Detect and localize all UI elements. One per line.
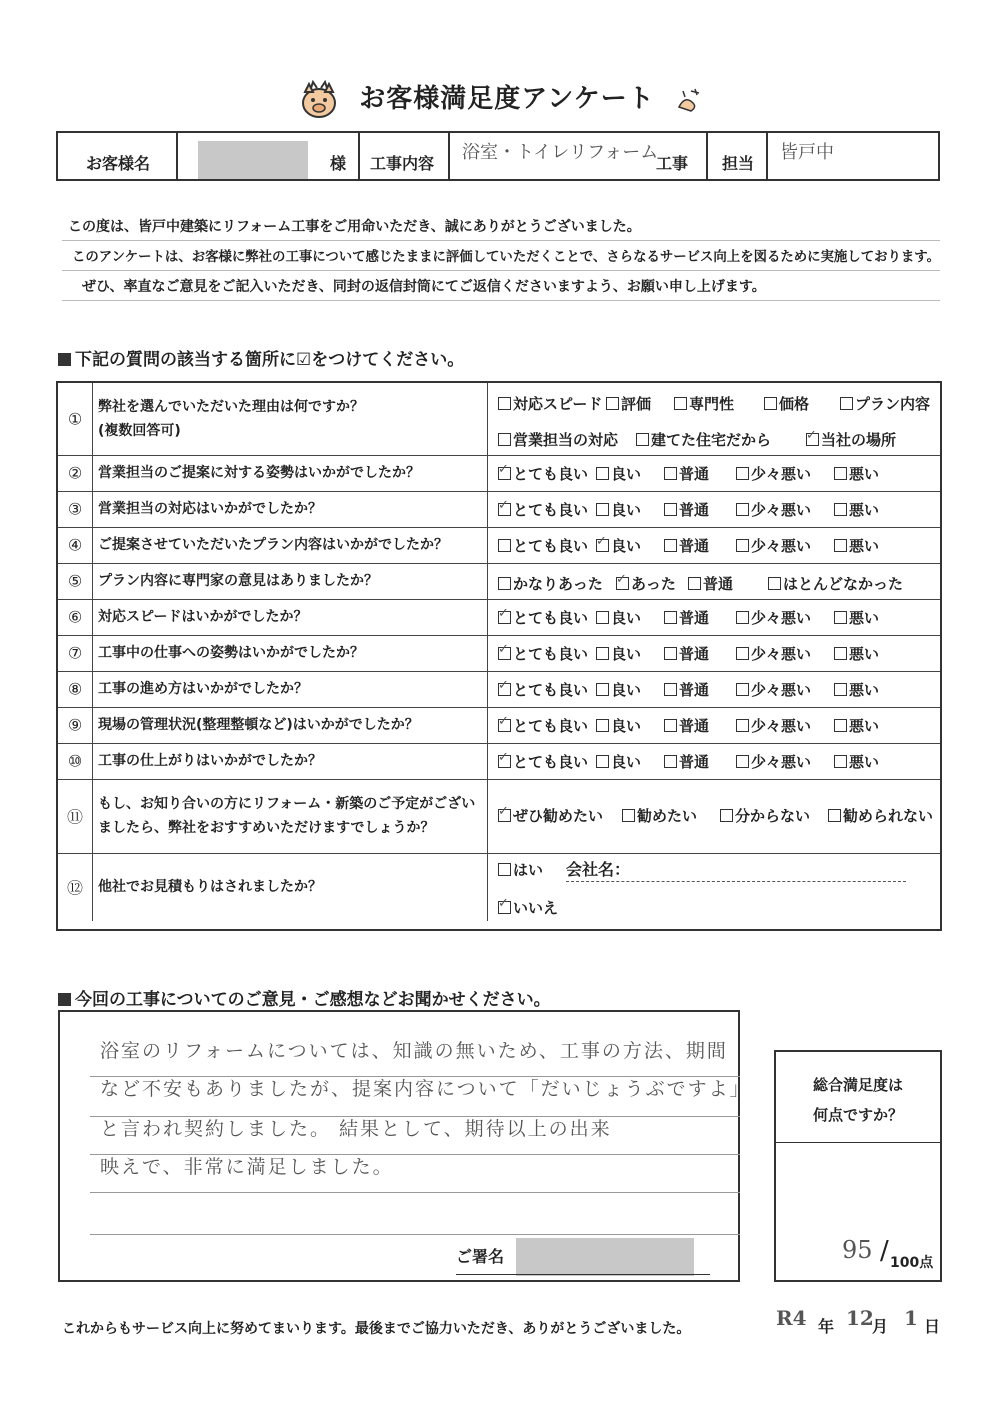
- answer-option-label: はとんどなかった: [783, 575, 904, 593]
- answer-option-label: かなりあった: [513, 575, 603, 593]
- answer-option[interactable]: [736, 607, 811, 628]
- question-number: ⑫: [58, 853, 93, 921]
- answer-option[interactable]: [498, 897, 558, 918]
- answer-option-label: 普通: [679, 537, 710, 555]
- checkbox-icon[interactable]: [834, 503, 847, 516]
- work-label: 工事内容: [370, 154, 435, 173]
- score-label-2: 何点ですか？: [812, 1106, 903, 1124]
- answer-option[interactable]: [498, 463, 588, 484]
- answer-option[interactable]: [664, 643, 709, 664]
- checkbox-checked-icon[interactable]: [806, 433, 819, 446]
- checkbox-checked-icon[interactable]: [498, 809, 511, 822]
- answer-option[interactable]: [664, 535, 709, 556]
- answer-option-label: とても良い: [513, 717, 589, 735]
- work-suffix-label: 工事: [656, 154, 689, 173]
- comment-line-2: など不安もありましたが、提案内容について「だいじょうぶですよ」: [100, 1078, 751, 1100]
- comment-line-4: 映えで、非常に満足しました。: [100, 1156, 394, 1178]
- question-row: [58, 383, 940, 456]
- answer-option-label: とても良い: [513, 645, 589, 663]
- answer-options: [488, 671, 940, 707]
- answer-option[interactable]: [596, 643, 641, 664]
- answer-option-label: 分からない: [735, 807, 811, 825]
- answer-options: [488, 455, 940, 491]
- score-suffix: 100点: [890, 1255, 934, 1271]
- answer-option[interactable]: [622, 805, 697, 826]
- answer-option-label: 普通: [679, 609, 710, 627]
- answer-option-label: 少々悪い: [751, 753, 812, 771]
- survey-title-block: [0, 78, 1000, 120]
- answer-option[interactable]: [606, 393, 651, 414]
- company-name-label: 会社名：: [566, 860, 631, 879]
- score-box: 総合満足度は 何点ですか？ 95 / 100点: [774, 1050, 942, 1282]
- checkbox-icon[interactable]: [834, 755, 847, 768]
- question-text: 現場の管理状況(整理整頓など)はいかがでしたか？: [92, 707, 488, 743]
- answer-option[interactable]: [596, 751, 641, 772]
- answer-option-label: 悪い: [849, 465, 880, 483]
- answer-option[interactable]: [498, 859, 543, 880]
- score-label-1: 総合満足度は: [812, 1076, 903, 1094]
- checkbox-checked-icon[interactable]: [616, 577, 629, 590]
- answer-option-label: 良い: [611, 753, 642, 771]
- answer-option-label: 良い: [611, 501, 642, 519]
- answer-option-label: 良い: [611, 645, 642, 663]
- answer-option-label: 悪い: [849, 681, 880, 699]
- answer-option-label: 少々悪い: [751, 609, 812, 627]
- answer-options: [488, 743, 940, 779]
- answer-option[interactable]: [498, 393, 602, 414]
- checkbox-checked-icon[interactable]: [498, 611, 511, 624]
- question-text: ご提案させていただいたプラン内容はいかがでしたか？: [92, 527, 488, 563]
- answer-option-label: 評価: [621, 395, 652, 413]
- answer-option-label: とても良い: [513, 465, 589, 483]
- checkbox-icon[interactable]: [664, 539, 677, 552]
- checkbox-icon[interactable]: [498, 397, 511, 410]
- checkbox-icon[interactable]: [840, 397, 853, 410]
- checkbox-icon[interactable]: [498, 433, 511, 446]
- checkbox-checked-icon[interactable]: [498, 503, 511, 516]
- answer-option[interactable]: [834, 607, 879, 628]
- comment-line-3: と言われ契約しました。 結果として、期待以上の出来: [100, 1118, 612, 1140]
- checkbox-icon[interactable]: [736, 719, 749, 732]
- signature-label: ご署名: [456, 1247, 505, 1266]
- answer-option-label: 少々悪い: [751, 501, 812, 519]
- answer-option-label: とても良い: [513, 681, 589, 699]
- answer-option[interactable]: [834, 679, 879, 700]
- answer-option[interactable]: [596, 535, 641, 556]
- date-era-year: R4: [776, 1306, 807, 1330]
- answer-option-label: 悪い: [849, 501, 880, 519]
- answer-option[interactable]: [498, 679, 588, 700]
- answer-option-label: とても良い: [513, 501, 589, 519]
- score-value: 95: [842, 1236, 873, 1264]
- answer-option[interactable]: [688, 573, 733, 594]
- answer-option[interactable]: [498, 607, 588, 628]
- answer-option-label: 普通: [703, 575, 734, 593]
- checkbox-icon[interactable]: [764, 397, 777, 410]
- answer-option-label: 営業担当の対応: [513, 431, 619, 449]
- answer-option[interactable]: [616, 573, 676, 594]
- answer-option-label: 良い: [611, 465, 642, 483]
- checkbox-icon[interactable]: [664, 467, 677, 480]
- answer-option[interactable]: [674, 393, 734, 414]
- question-row: [58, 563, 940, 600]
- question-row: [58, 599, 940, 636]
- checkbox-icon[interactable]: [736, 611, 749, 624]
- answer-option-label: 価格: [779, 395, 810, 413]
- answer-option[interactable]: [806, 429, 896, 450]
- answer-option[interactable]: [834, 535, 879, 556]
- question-row: [58, 743, 940, 780]
- question-text: 工事の仕上がりはいかがでしたか？: [92, 743, 488, 779]
- question-text: 工事の進め方はいかがでしたか？: [92, 671, 488, 707]
- answer-option-label: 少々悪い: [751, 681, 812, 699]
- checkbox-checked-icon[interactable]: [498, 901, 511, 914]
- answer-option-label: 普通: [679, 465, 710, 483]
- intro-line-3: ぜひ、率直なご意見をご記入いただき、同封の返信封筒にてご返信くださいますよう、お願い申し上げます。: [82, 279, 766, 295]
- checkbox-icon[interactable]: [596, 719, 609, 732]
- checkbox-icon[interactable]: [736, 539, 749, 552]
- checkbox-icon[interactable]: [768, 577, 781, 590]
- question-text: 工事中の仕事への姿勢はいかがでしたか？: [92, 635, 488, 671]
- answer-option[interactable]: [764, 393, 809, 414]
- answer-option[interactable]: [720, 805, 810, 826]
- answer-option[interactable]: [498, 805, 603, 826]
- question-number: ⑩: [58, 743, 93, 779]
- answer-option[interactable]: [736, 643, 811, 664]
- answer-option[interactable]: [834, 499, 879, 520]
- question-row: [58, 635, 940, 672]
- checkbox-icon[interactable]: [596, 647, 609, 660]
- answer-option[interactable]: [664, 607, 709, 628]
- question-number: ③: [58, 491, 93, 527]
- staff-value: 皆戸中: [780, 142, 834, 163]
- checkbox-icon[interactable]: [834, 467, 847, 480]
- answer-option-label: 建てた住宅だから: [651, 431, 772, 449]
- answer-option-label: 普通: [679, 717, 710, 735]
- answer-option-label: 勧めたい: [637, 807, 698, 825]
- question-text: プラン内容に専門家の意見はありましたか？: [92, 563, 488, 599]
- answer-option-label: とても良い: [513, 753, 589, 771]
- answer-option[interactable]: [736, 463, 811, 484]
- checkbox-icon[interactable]: [606, 397, 619, 410]
- answer-option[interactable]: [664, 715, 709, 736]
- answer-option[interactable]: [664, 751, 709, 772]
- answer-option-label: 普通: [679, 681, 710, 699]
- section2-heading: 今回の工事についてのご意見・ご感想などお聞かせください。: [58, 985, 551, 1010]
- answer-option[interactable]: [828, 805, 933, 826]
- answer-option[interactable]: [596, 679, 641, 700]
- checkbox-checked-icon[interactable]: [498, 755, 511, 768]
- customer-name-label: お客様名: [86, 154, 151, 173]
- checkbox-icon[interactable]: [828, 809, 841, 822]
- question-text: 他社でお見積もりはされましたか？: [92, 853, 488, 921]
- question-row: [58, 527, 940, 564]
- checkbox-icon[interactable]: [688, 577, 701, 590]
- question-number: ⑧: [58, 671, 93, 707]
- checkbox-icon[interactable]: [622, 809, 635, 822]
- answer-options: [488, 599, 940, 635]
- checkbox-icon[interactable]: [834, 683, 847, 696]
- checkbox-checked-icon[interactable]: [498, 647, 511, 660]
- checkbox-icon[interactable]: [498, 539, 511, 552]
- answer-option-label: 悪い: [849, 753, 880, 771]
- answer-option[interactable]: [736, 499, 811, 520]
- checkbox-checked-icon[interactable]: [498, 683, 511, 696]
- checkbox-icon[interactable]: [664, 503, 677, 516]
- answer-option-label: 悪い: [849, 645, 880, 663]
- answer-option[interactable]: [498, 573, 603, 594]
- answer-option-label: 普通: [679, 753, 710, 771]
- answer-option-label: はい: [513, 861, 544, 879]
- checkbox-icon[interactable]: [596, 467, 609, 480]
- answer-option-label: 普通: [679, 501, 710, 519]
- answer-option[interactable]: [736, 715, 811, 736]
- question-number: ②: [58, 455, 93, 491]
- customer-name-redacted: [198, 141, 308, 179]
- checkbox-icon[interactable]: [736, 647, 749, 660]
- intro-line-1: この度は、皆戸中建築にリフォーム工事をご用命いただき、誠にありがとうございました。: [68, 219, 641, 235]
- checkbox-icon[interactable]: [674, 397, 687, 410]
- checkbox-icon[interactable]: [664, 611, 677, 624]
- answer-option[interactable]: [498, 535, 588, 556]
- boar-mascot-icon: [297, 80, 341, 120]
- answer-option[interactable]: [596, 715, 641, 736]
- company-name-field[interactable]: [566, 881, 906, 882]
- checkbox-icon[interactable]: [736, 755, 749, 768]
- answer-option-label: 専門性: [689, 395, 735, 413]
- checkbox-icon[interactable]: [664, 719, 677, 732]
- work-value: 浴室・トイレリフォーム: [462, 142, 659, 163]
- checkbox-icon[interactable]: [596, 611, 609, 624]
- checkbox-icon[interactable]: [834, 719, 847, 732]
- answer-option[interactable]: [498, 643, 588, 664]
- answer-option-label: 少々悪い: [751, 717, 812, 735]
- answer-option[interactable]: [840, 393, 930, 414]
- answer-option[interactable]: [664, 499, 709, 520]
- checkbox-icon[interactable]: [596, 683, 609, 696]
- checkbox-checked-icon[interactable]: [498, 467, 511, 480]
- answer-option-label: ぜひ勧めたい: [513, 807, 604, 825]
- checkbox-icon[interactable]: [834, 647, 847, 660]
- footer-message: これからもサービス向上に努めてまいります。最後までご協力いただき、ありがとうございました。: [62, 1321, 691, 1337]
- checkbox-icon[interactable]: [736, 503, 749, 516]
- answer-option[interactable]: [834, 643, 879, 664]
- answer-option[interactable]: [834, 751, 879, 772]
- answer-option-label: 良い: [611, 681, 642, 699]
- checkbox-icon[interactable]: [664, 647, 677, 660]
- answer-option-label: 悪い: [849, 609, 880, 627]
- answer-option[interactable]: [498, 715, 588, 736]
- answer-option[interactable]: [498, 751, 588, 772]
- comment-box: [58, 1010, 751, 1282]
- answer-option-label: プラン内容: [855, 395, 931, 413]
- question-table: [56, 381, 942, 931]
- answer-option[interactable]: [834, 715, 879, 736]
- page-title: お客様満足度アンケート: [359, 84, 655, 114]
- answer-option-label: 対応スピード: [513, 395, 603, 413]
- answer-option[interactable]: [664, 679, 709, 700]
- answer-option[interactable]: [636, 429, 771, 450]
- answer-option-label: とても良い: [513, 537, 589, 555]
- question-number: ⑤: [58, 563, 93, 599]
- signature-redacted: [516, 1238, 694, 1276]
- question-number: ⑦: [58, 635, 93, 671]
- answer-options: [488, 383, 940, 455]
- date-year-label: 年: [818, 1317, 835, 1336]
- answer-option[interactable]: [768, 573, 903, 594]
- answer-option[interactable]: [834, 463, 879, 484]
- sparkle-decoration-icon: [673, 85, 703, 115]
- answer-option-label: 当社の場所: [821, 431, 897, 449]
- intro-line-2: このアンケートは、お客様に弊社の工事について感じたままに評価していただくことで、さらなるサービス向上を図るために実施しております。: [72, 250, 940, 265]
- question-row: [58, 707, 940, 744]
- answer-option[interactable]: [498, 429, 618, 450]
- answer-option-label: 悪い: [849, 537, 880, 555]
- question-row: [58, 491, 940, 528]
- answer-option-label: とても良い: [513, 609, 589, 627]
- date-day-label: 日: [924, 1317, 941, 1336]
- checkbox-icon[interactable]: [596, 503, 609, 516]
- question-row: [58, 455, 940, 492]
- answer-option-label: 普通: [679, 645, 710, 663]
- answer-option-label: 良い: [611, 537, 642, 555]
- answer-option[interactable]: [736, 679, 811, 700]
- checkbox-icon[interactable]: [736, 467, 749, 480]
- answer-option[interactable]: [498, 499, 588, 520]
- answer-options: [488, 527, 940, 563]
- checkbox-icon[interactable]: [498, 863, 511, 876]
- checkbox-checked-icon[interactable]: [498, 719, 511, 732]
- checkbox-icon[interactable]: [834, 611, 847, 624]
- question-text: 営業担当のご提案に対する姿勢はいかがでしたか？: [92, 455, 488, 491]
- answer-option[interactable]: [664, 463, 709, 484]
- answer-option-label: 少々悪い: [751, 645, 812, 663]
- checkbox-checked-icon[interactable]: [596, 539, 609, 552]
- question-row: [58, 671, 940, 708]
- answer-option[interactable]: [736, 535, 811, 556]
- answer-option-label: 良い: [611, 717, 642, 735]
- date-day: 1: [904, 1306, 918, 1330]
- answer-option[interactable]: [596, 463, 641, 484]
- checkbox-icon[interactable]: [834, 539, 847, 552]
- question-text: 弊社を選んでいただいた理由は何ですか？ (複数回答可): [92, 383, 488, 455]
- question-number: ⑥: [58, 599, 93, 635]
- honorific-label: 様: [330, 154, 347, 173]
- checkbox-icon[interactable]: [596, 755, 609, 768]
- question-text: もし、お知り合いの方にリフォーム・新築のご予定がございましたら、弊社をおすすめいただけますでしょうか？: [92, 779, 488, 853]
- answer-options: [488, 779, 940, 853]
- answer-option-label: 良い: [611, 609, 642, 627]
- section1-heading: 下記の質問の該当する箇所に☑をつけてください。: [58, 345, 464, 370]
- answer-options: [488, 635, 940, 671]
- answer-option-label: あった: [631, 575, 676, 593]
- date-month-label: 月: [872, 1317, 889, 1336]
- answer-option-label: 悪い: [849, 717, 880, 735]
- answer-option[interactable]: [596, 607, 641, 628]
- answer-options: [488, 563, 940, 599]
- question-text: 対応スピードはいかがでしたか？: [92, 599, 488, 635]
- question-text: 営業担当の対応はいかがでしたか？: [92, 491, 488, 527]
- question-row: [58, 853, 940, 921]
- answer-option-label: いいえ: [513, 899, 559, 917]
- date-month: 12: [846, 1306, 874, 1330]
- answer-option-label: 少々悪い: [751, 465, 812, 483]
- staff-label: 担当: [722, 154, 755, 173]
- answer-option-label: 少々悪い: [751, 537, 812, 555]
- checkbox-icon[interactable]: [498, 577, 511, 590]
- answer-options: [488, 491, 940, 527]
- question-number: ④: [58, 527, 93, 563]
- checkbox-icon[interactable]: [664, 683, 677, 696]
- checkbox-icon[interactable]: [736, 683, 749, 696]
- checkbox-icon[interactable]: [664, 755, 677, 768]
- answer-option[interactable]: [736, 751, 811, 772]
- answer-options: [488, 853, 940, 921]
- answer-options: [488, 707, 940, 743]
- customer-info-row: [56, 131, 940, 181]
- checkbox-icon[interactable]: [720, 809, 733, 822]
- question-number: ⑪: [58, 779, 93, 853]
- question-number: ⑨: [58, 707, 93, 743]
- question-number: ①: [58, 383, 93, 455]
- answer-option-label: 勧められない: [843, 807, 934, 825]
- answer-option[interactable]: [596, 499, 641, 520]
- comment-line-1: 浴室のリフォームについては、知識の無いため、工事の方法、期間: [100, 1040, 728, 1062]
- question-row: [58, 779, 940, 854]
- checkbox-icon[interactable]: [636, 433, 649, 446]
